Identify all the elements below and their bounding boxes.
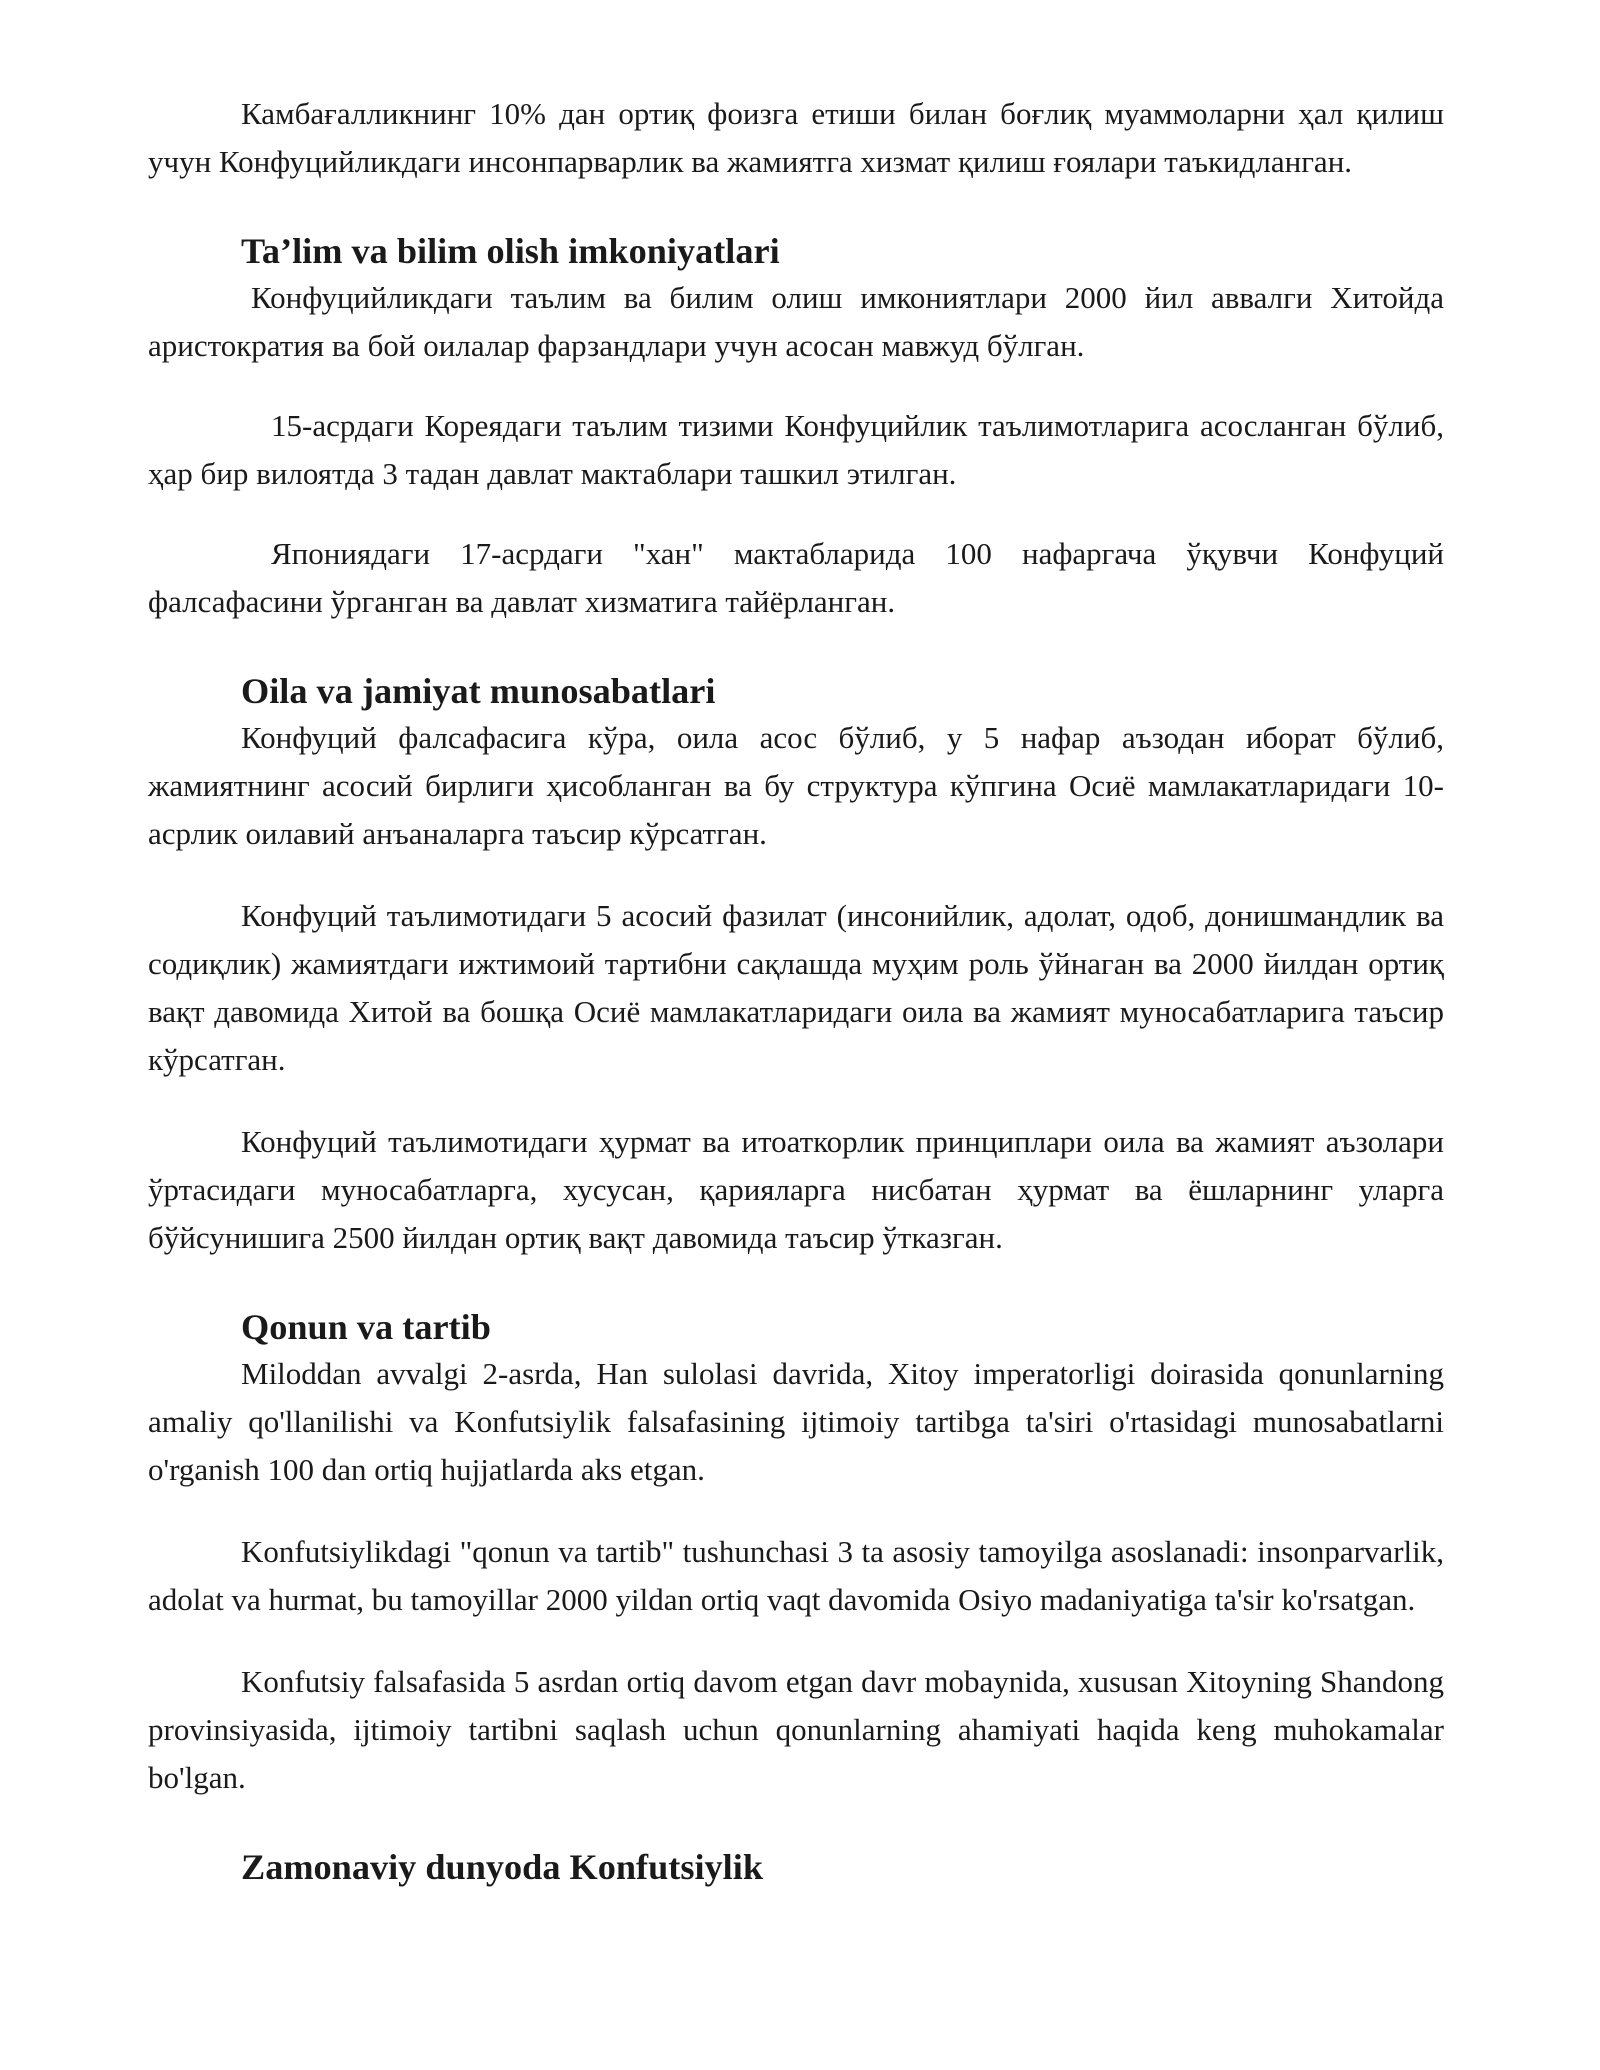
section-heading-law: Qonun va tartib (241, 1307, 491, 1347)
law-paragraph-3: Konfutsiy falsafasida 5 asrdan ortiq davom etgan davr mobaynida, xususan Xitoyning Shandong provinsiyasida, ijtimoiy tartibni saqlash uchun qonunlarning ahamiyati haqida keng muhokamalar bo'lgan. (148, 1664, 1444, 1795)
section-heading-modern-world: Zamonaviy dunyoda Konfutsiylik (241, 1847, 763, 1887)
intro-paragraph: Камбағалликнинг 10% дан ортиқ фоизга етиши билан боғлиқ муаммоларни ҳал қилиш учун Конфуцийликдаги инсонпарварлик ва жамиятга хизмат қилиш ғоялари таъкидланган. (148, 96, 1444, 179)
law-paragraph-1: Miloddan avvalgi 2-asrda, Han sulolasi davrida, Xitoy imperatorligi doirasida qonunlarning amaliy qo'llanilishi va Konfutsiylik falsafasining ijtimoiy tartibga ta'siri o'rtasidagi munosabatlarni o'rganish 100 dan ortiq hujjatlarda aks etgan. (148, 1356, 1444, 1487)
education-paragraph-1: Конфуцийликдаги таълим ва билим олиш имкониятлари 2000 йил аввалги Хитойда аристократия ва бой оилалар фарзандлари учун асосан мавжуд бўлган. (148, 280, 1444, 363)
family-paragraph-3: Конфуций таълимотидаги ҳурмат ва итоаткорлик принциплари оила ва жамият аъзолари ўртасидаги муносабатларга, хусусан, қарияларга нисбатан ҳурмат ва ёшларнинг уларга бўйсунишига 2500 йилдан ортиқ вақт давомида таъсир ўтказган. (148, 1124, 1444, 1255)
education-paragraph-2: 15-асрдаги Кореядаги таълим тизими Конфуцийлик таълимотларига асосланган бўлиб, ҳар бир вилоятда 3 тадан давлат мактаблари ташкил этилган. (148, 408, 1444, 491)
family-paragraph-1: Конфуций фалсафасига кўра, оила асос бўлиб, у 5 нафар аъзодан иборат бўлиб, жамиятнинг асосий бирлиги ҳисобланган ва бу структура кўпгина Осиё мамлакатларидаги 10-асрлик оилавий анъаналарга таъсир кўрсатган. (148, 720, 1444, 851)
section-heading-education: Ta’lim va bilim olish imkoniyatlari (241, 231, 780, 271)
section-heading-family: Oila va jamiyat munosabatlari (241, 671, 716, 711)
document-body (148, 90, 1444, 1890)
family-paragraph-2: Конфуций таълимотидаги 5 асосий фазилат (инсонийлик, адолат, одоб, донишмандлик ва содиқлик) жамиятдаги ижтимоий тартибни сақлашда муҳим роль ўйнаган ва 2000 йилдан ортиқ вақт давомида Хитой ва бошқа Осиё мамлакатларидаги оила ва жамият муносабатларига таъсир кўрсатган. (148, 898, 1444, 1077)
education-paragraph-3: Япониядаги 17-асрдаги "хан" мактабларида 100 нафаргача ўқувчи Конфуций фалсафасини ўрганган ва давлат хизматига тайёрланган. (148, 536, 1444, 619)
law-paragraph-2: Konfutsiylikdagi "qonun va tartib" tushunchasi 3 ta asosiy tamoyilga asoslanadi: insonparvarlik, adolat va hurmat, bu tamoyillar 2000 yildan ortiq vaqt davomida Osiyo madaniyatiga ta'sir ko'rsatgan. (148, 1534, 1444, 1617)
